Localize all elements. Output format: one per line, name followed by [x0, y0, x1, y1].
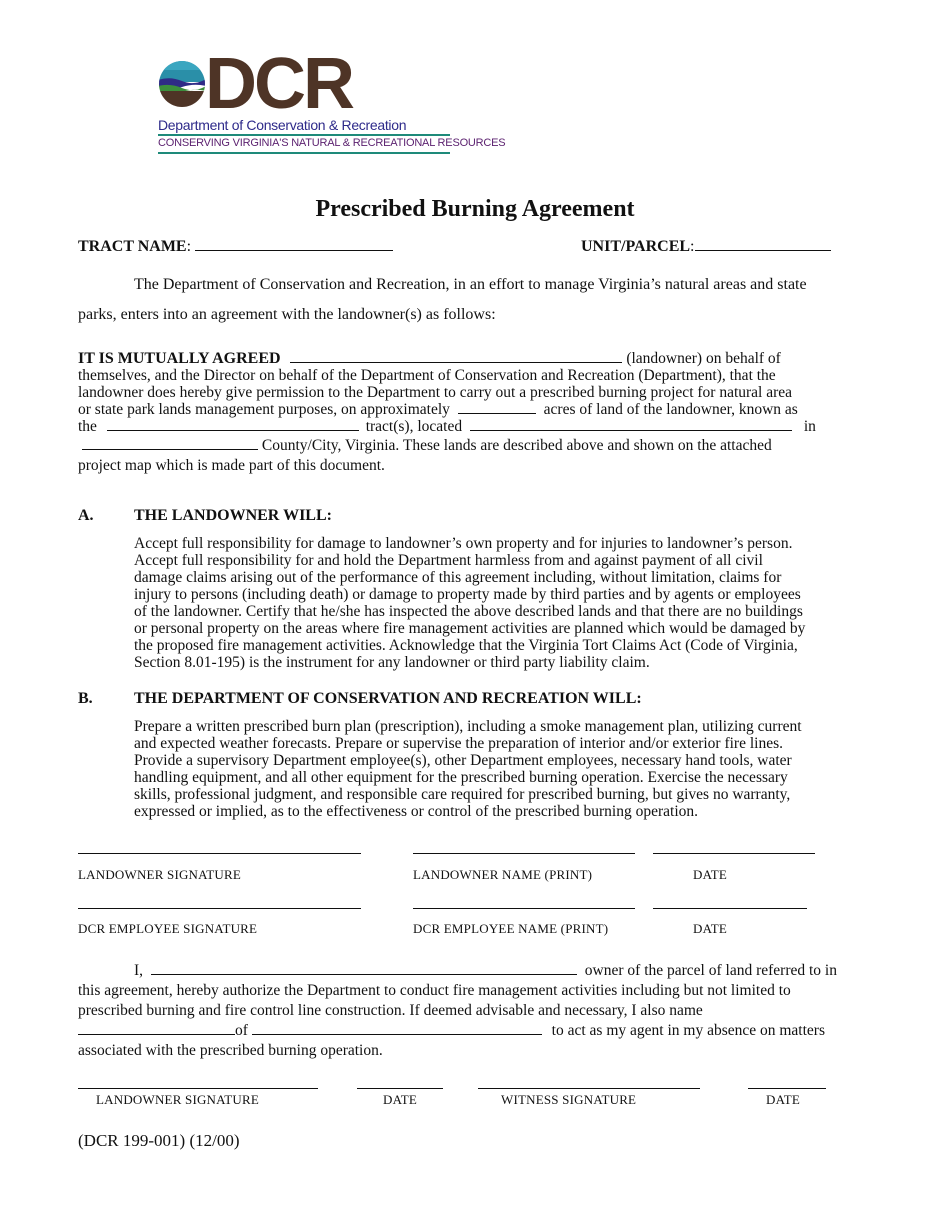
acres-field[interactable] [458, 412, 536, 414]
agreement-text: County/City, Virginia. These lands are described above and shown on the attached [261, 437, 772, 454]
authorization-text: owner of the parcel of land referred to in [584, 962, 837, 979]
landowner-name-field[interactable] [290, 361, 622, 363]
section-a-line: Accept full responsibility for and hold the Department harmless from and against payment of all civil [134, 552, 763, 569]
agent-of-field[interactable] [252, 1033, 542, 1035]
section-b-heading: THE DEPARTMENT OF CONSERVATION AND RECREATION WILL: [134, 690, 642, 707]
dcr-date-label: DATE [693, 921, 728, 936]
landowner-date-line[interactable] [653, 853, 815, 854]
section-b-line: and expected weather forecasts. Prepare or supervise the preparation of interior and/or exterior fire lines. [134, 735, 783, 752]
agreement-line-3: landowner does hereby give permission to the Department to carry out a prescribed burning project for natural area [78, 384, 793, 401]
section-a-line: the proposed fire management activities. Acknowledge that the Virginia Tort Claims Act (Code of Virginia, [134, 637, 798, 654]
bottom-date-line-1[interactable] [357, 1088, 443, 1089]
dcr-name-label: DCR EMPLOYEE NAME (PRINT) [413, 921, 609, 936]
section-a-line: injury to persons (including death) or damage to property made by third parties and by agents or employees [134, 586, 801, 603]
authorization-line-4 [78, 1022, 825, 1040]
landowner-signature-label: LANDOWNER SIGNATURE [78, 867, 242, 882]
agreement-line-4 [78, 401, 798, 419]
logo-rule [158, 152, 450, 154]
section-a-line: Accept full responsibility for damage to landowner’s own property and for injuries to landowner’s person. [134, 535, 793, 552]
agreement-line-2: themselves, and the Director on behalf of the Department of Conservation and Recreation (Department), that the [78, 367, 776, 384]
agreement-text: or state park lands management purposes, on approximately [78, 401, 450, 418]
dcr-date-line[interactable] [653, 908, 807, 909]
authorization-text: of [235, 1022, 248, 1039]
intro-line-1: The Department of Conservation and Recreation, in an effort to manage Virginia’s natural areas and state [134, 276, 807, 293]
authorization-line-3: prescribed burning and fire control line construction. If deemed advisable and necessary, I also name [78, 1002, 703, 1019]
section-b-line: expressed or implied, as to the effectiveness or control of the prescribed burning operation. [134, 803, 698, 820]
agreement-line-5 [78, 418, 816, 436]
witness-signature-label: WITNESS SIGNATURE [501, 1092, 637, 1107]
tract-name-field[interactable] [195, 249, 393, 251]
section-a-line: Section 8.01-195) is the instrument for any landowner or third party liability claim. [134, 654, 650, 671]
landowner-signature-line[interactable] [78, 853, 361, 854]
county-city-field[interactable] [82, 448, 258, 450]
agreement-text: (landowner) on behalf of [626, 350, 781, 367]
dcr-name-line[interactable] [413, 908, 635, 909]
section-a-line: or personal property on the areas where fire management activities are planned which would be damaged by [134, 620, 806, 637]
section-a-line: of the landowner. Certify that he/she has inspected the above described lands and that there are no buildings [134, 603, 803, 620]
section-b-line: handling equipment, and all other equipment for the prescribed burning operation. Exercise the necessary [134, 769, 788, 786]
bottom-date-line-2[interactable] [748, 1088, 826, 1089]
agreement-text: acres of land of the landowner, known as [543, 401, 798, 418]
dcr-logo-department: Department of Conservation & Recreation [158, 117, 407, 133]
agreement-line-1 [78, 350, 781, 368]
tract-known-as-field[interactable] [107, 429, 359, 431]
tract-name-label: TRACT NAME [78, 238, 187, 255]
section-b-line: Provide a supervisory Department employee(s), other Department employees, necessary hand tools, water [134, 752, 792, 769]
dcr-logo-tagline: CONSERVING VIRGINIA'S NATURAL & RECREATIONAL RESOURCES [158, 137, 506, 149]
dcr-logo-globe-icon [158, 60, 206, 108]
dcr-logo-wordmark: DCR [205, 44, 352, 124]
landowner-date-label: DATE [693, 867, 728, 882]
located-field[interactable] [470, 429, 792, 431]
section-b-body [134, 718, 802, 820]
form-number: (DCR 199-001) (12/00) [78, 1131, 240, 1150]
landowner-name-line[interactable] [413, 853, 635, 854]
section-b-line: Prepare a written prescribed burn plan (prescription), including a smoke management plan, utilizing current [134, 718, 802, 735]
dcr-signature-label: DCR EMPLOYEE SIGNATURE [78, 921, 258, 936]
dcr-signature-line[interactable] [78, 908, 361, 909]
mutually-agreed-heading: IT IS MUTUALLY AGREED [78, 350, 281, 367]
section-a-line: damage claims arising out of the performance of this agreement including, without limitation, claims for [134, 569, 782, 586]
intro-line-2: parks, enters into an agreement with the landowner(s) as follows: [78, 306, 496, 323]
authorization-text: I, [134, 962, 144, 979]
agreement-text: tract(s), located [365, 418, 463, 435]
authorization-line-5: associated with the prescribed burning operation. [78, 1042, 383, 1059]
bottom-landowner-signature-line[interactable] [78, 1088, 318, 1089]
authorization-text: to act as my agent in my absence on matters [551, 1022, 825, 1039]
bottom-date-label-1: DATE [383, 1092, 418, 1107]
unit-parcel-field[interactable] [695, 249, 831, 251]
bottom-date-label-2: DATE [766, 1092, 801, 1107]
section-b-line: skills, professional judgment, and responsible care required for prescribed burning, but gives no warranty, [134, 786, 791, 803]
unit-parcel-row: UNIT/PARCEL: [581, 238, 831, 256]
authorization-line-1 [134, 962, 837, 980]
authorization-line-2: this agreement, hereby authorize the Department to conduct fire management activities including but not limited to [78, 982, 791, 999]
unit-parcel-label: UNIT/PARCEL [581, 238, 691, 255]
agreement-text: in [803, 418, 816, 435]
section-b-letter: B. [78, 690, 93, 707]
tract-name-row: TRACT NAME: [78, 238, 393, 256]
section-a-letter: A. [78, 507, 94, 524]
section-a-body [134, 535, 805, 671]
section-a-heading: THE LANDOWNER WILL: [134, 507, 332, 524]
agreement-text: the [78, 418, 97, 435]
logo-rule [158, 134, 450, 136]
agent-name-field[interactable] [78, 1033, 235, 1035]
bottom-landowner-signature-label: LANDOWNER SIGNATURE [96, 1092, 260, 1107]
witness-signature-line[interactable] [478, 1088, 700, 1089]
agreement-line-7: project map which is made part of this document. [78, 457, 385, 474]
authorizing-owner-field[interactable] [151, 973, 577, 975]
landowner-name-label: LANDOWNER NAME (PRINT) [413, 867, 593, 882]
agreement-line-6 [82, 437, 772, 455]
page-title: Prescribed Burning Agreement [315, 196, 635, 222]
